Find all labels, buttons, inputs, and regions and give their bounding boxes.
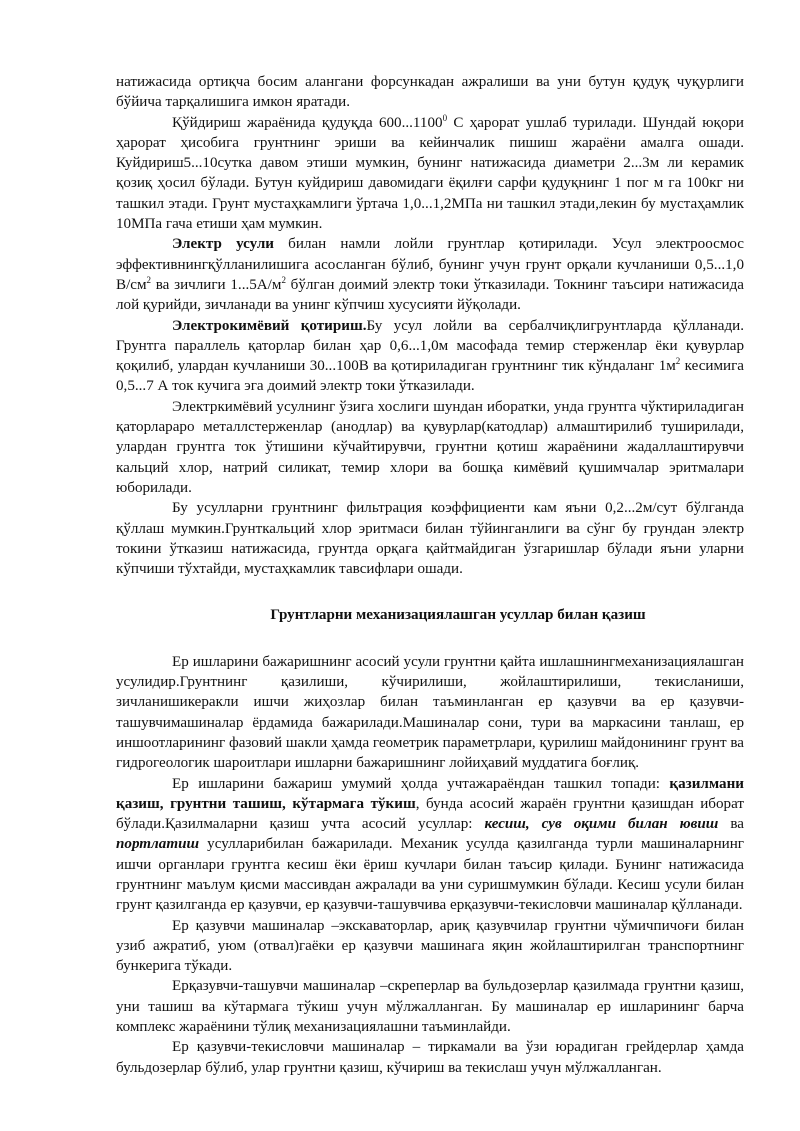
term-blasting: портлатиш	[116, 836, 200, 853]
term-processes: қазилмани қазиш, грунтни ташиш, кўтармага тўкиш	[116, 775, 744, 812]
term-electrochemical: Электрокимёвий қотириш.	[172, 317, 367, 334]
paragraph-electric-method: Электр усули билан намли лойли грунтлар қотирилади. Усул электроосмос эффективнингқўлланилишига асосланган бўлиб, бунинг учун грунт орқали кучланиши 0,5...1,0 $В/см^2$ ва зичлиги $1...5А/м^2$ бўлган доимий электр токи ўтказилади. Токнинг таъсири натижасида лой қурийди, зичланади ва унинг кўпчиш хусусияти йўқолади.	[116, 236, 745, 314]
paragraph-scrapers: Ерқазувчи-ташувчи машиналар –скреперлар ва бульдозерлар қазилмада грунтни қазиш, уни ташиш ва кўтармага тўкиш учун мўлжалланган. Бу машиналар ер ишларининг барча комплекс жараёнини тўлиқ механизациялашни таъминлайди.	[116, 978, 744, 1036]
paragraph-earthworks-intro: Ер ишларини бажаришнинг асосий усули грунтни қайта ишлашнингмеханизациялашган усулидир.Грунтнинг қазилиши, кўчирилиши, жойлаштирилиши, текисланиши, зичланишикеракли ишчи жиҳозлар билан таъминланган ер қазувчи ва ер қазувчи-ташувчимашиналар ёрдамида бажарилади.Машиналар сони, тури ва маркасини танлаш, ер иншоотларининг фазовий шакли ҳамда геометрик параметрлари, қурилиш майдонининг грунт ва гидрогеологик шароитлари ишларни бажаришнинг лойиҳавий муддатига боғлиқ.	[116, 653, 744, 772]
paragraph-electrochemical: Электрокимёвий қотириш.Бу усул лойли ва сербалчиқлигрунтларда қўлланади. Грунтга параллель қаторлар билан ҳар 0,6...1,0м масофада темир стерженлар ёки қувурлар қоқилиб, улардан кучланиши 30...100В ва қотириладиган грунтнинг тик кўндаланг $1м^2$ кесимига 0,5...7 А ток кучига эга доимий электр токи ўтказилади.	[116, 317, 745, 395]
section-heading: Грунтларни механизациялашган усуллар билан қазиш	[270, 607, 646, 624]
term-electric-method: Электр усули	[172, 236, 274, 253]
term-cutting-washing: кесиш, сув оқими билан ювиш	[484, 816, 719, 833]
paragraph-burning: Қўйдириш жараёнида қудуқда 600...1100$^0$ С ҳарорат ушлаб турилади. Шундай юқори ҳарорат ҳисобига грунтнинг эриши ва кейинчалик пишиш жараёни амалга ошади. Куйдириш5...10сутка давом этиши мумкин, бунинг натижасида диаметри 2...3м ли керамик қозиқ ҳосил бўлади. Бутун куйдириш давомидаги ёқилғи сарфи қудуқнинг 1 пог м га 100кг ни ташкил этади. Грунт мустаҳкамлиги ўртача 1,0...1,2МПа ни ташкил этади,лекин бу мустаҳамлик 10МПа гача етиши ҳам мумкин.	[116, 112, 744, 233]
paragraph-filtration: Бу усулларни грунтнинг фильтрация коэффициенти кам яъни 0,2...2м/сут бўлганда қўллаш мумкин.Грунткальций хлор эритмаси билан тўйинганлиги ва сўнг бу грундан электр токини ўтказиш натижасида, грунтда орқага қайтмайдиган ўзгаришлар бўлади яъни уларни кўпчиши тўхтайди, мустаҳкамлик тавсифлари ошади.	[116, 500, 744, 578]
paragraph-excavators: Ер қазувчи машиналар –экскаваторлар, ариқ қазувчилар грунтни чўмичпичоғи билан узиб ажратиб, уюм (отвал)гаёки ер қазувчи машинага яқин жойлаштирилган транспортнинг бункерига тўкади.	[116, 917, 744, 975]
paragraph-earthworks-processes: Ер ишларини бажариш умумий ҳолда учтажараёндан ташкил топади: қазилмани қазиш, грунтни ташиш, кўтармага тўкиш, бунда асосий жараён грунтни қазишдан иборат бўлади.Қазилмаларни қазиш учта асосий усуллар: кесиш, сув оқими билан ювиш ва портлатиш усулларибилан бажарилади. Механик усулда қазилганда турли машиналарнинг ишчи органлари грунтга кесиш ёки ёриш кучлари билан таъсир қилади. Бунинг натижасида грунтнинг маълум қисми массивдан ажралади ва уни суришмумкин бўлади. Кесиш усули билан грунт қазилганда ер қазувчи, ер қазувчи-ташувчива ерқазувчи-текисловчи машиналар қўлланади.	[116, 775, 744, 914]
paragraph-1: натижасида ортиқча босим алангани форсункадан ажралиши ва уни бутун қудуқ чуқурлиги бўйича тарқалишига имкон яратади.	[116, 74, 744, 111]
paragraph-electrochemical-features: Электркимёвий усулнинг ўзига хослиги шундан иборатки, унда грунтга чўктириладиган қаторлараро металлстерженлар (анодлар) ва қувурлар(катодлар) алмаштирилиб туширилади, улардан грунтга ток ўтишини кўчайтирувчи, грунтни қотиш жараёнини жадаллаштирувчи кальций хлор, натрий силикат, темир хлори ва бошқа кимёвий қушимчалар эритмалари юборилади.	[116, 398, 744, 496]
degree-superscript: 0	[442, 112, 448, 123]
paragraph-graders: Ер қазувчи-текисловчи машиналар – тиркамали ва ўзи юрадиган грейдерлар ҳамда бульдозерлар бўлиб, улар грунтни қазиш, кўчириш ва текислаш учун мўлжалланган.	[116, 1039, 744, 1076]
